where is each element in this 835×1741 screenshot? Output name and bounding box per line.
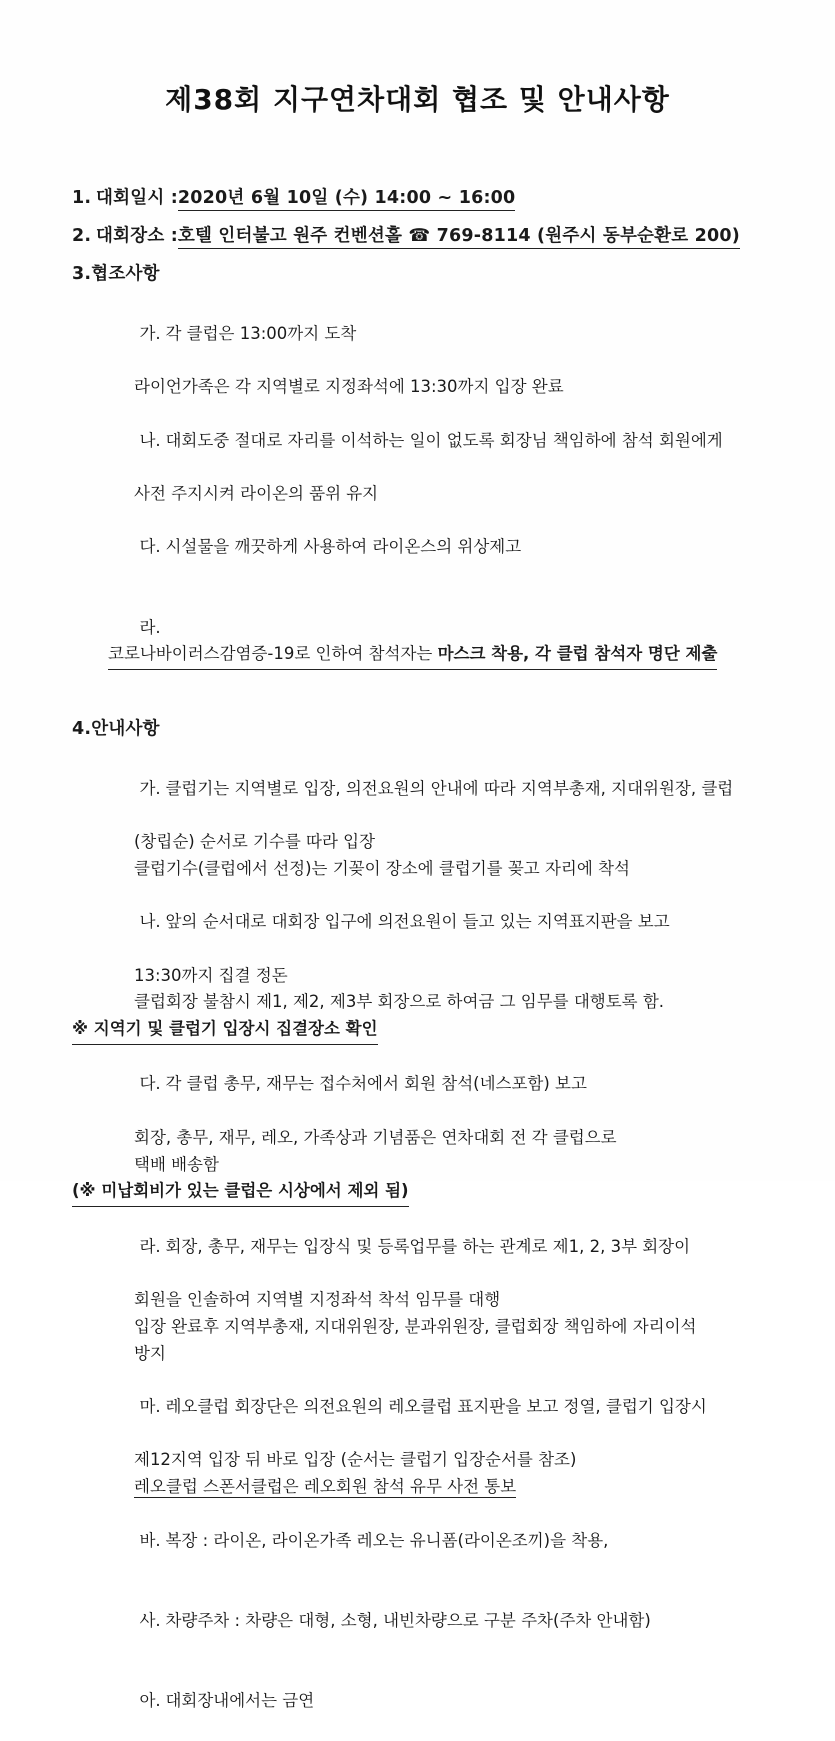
section-4-entry-ma bbox=[108, 1367, 773, 1447]
text-ga-line-1: 각 클럽은 13:00까지 도착 bbox=[165, 323, 357, 343]
item-2-number: 2. bbox=[72, 226, 92, 246]
text-4-sa-line-1: 차량주차 : 차량은 대형, 소형, 내빈차량으로 구분 주차(주차 안내함) bbox=[165, 1610, 651, 1630]
text-4-ra-line-3: 입장 완료후 지역부총재, 지대위원장, 분과위원장, 클럽회장 책임하에 자리이석 bbox=[134, 1316, 697, 1336]
marker-na: 나. bbox=[139, 430, 161, 450]
text-4-ma-line-1: 레오클럽 회장단은 의전요원의 레오클럽 표지판을 보고 정열, 클럽기 입장시 bbox=[165, 1397, 707, 1417]
section-4-entry-ra bbox=[108, 1207, 773, 1287]
section-3-entry-ga-line-2: 라이언가족은 각 지역별로 지정좌석에 13:30까지 입장 완료 bbox=[134, 377, 564, 397]
section-4-entry-da bbox=[108, 1045, 773, 1125]
section-3-entry-da bbox=[108, 508, 773, 588]
marker-4-na: 나. bbox=[139, 912, 161, 932]
note-4-na-wrap bbox=[72, 1016, 773, 1045]
marker-4-ga: 가. bbox=[139, 778, 161, 798]
item-1-value: 2020년 6월 10일 (수) 14:00 ~ 16:00 bbox=[178, 184, 515, 211]
text-4-ra-line-4: 방지 bbox=[134, 1343, 166, 1363]
marker-4-ma: 마. bbox=[139, 1397, 161, 1417]
text-ra-line-1 bbox=[108, 641, 717, 670]
section-4-entry-a bbox=[108, 1661, 773, 1741]
section-4-entry-sa bbox=[108, 1581, 773, 1661]
marker-4-a: 아. bbox=[139, 1690, 161, 1710]
section-3-title: 협조사항 bbox=[91, 264, 160, 284]
text-4-na-line-1: 앞의 순서대로 대회장 입구에 의전요원이 들고 있는 지역표지판을 보고 bbox=[165, 912, 670, 932]
text-ra-emphasis: 마스크 착용, 각 클럽 참석자 명단 제출 bbox=[437, 644, 718, 664]
text-4-ga-line-1: 클럽기는 지역별로 입장, 의전요원의 안내에 따라 지역부총재, 지대위원장, 클럽 bbox=[165, 778, 734, 798]
marker-4-ra: 라. bbox=[139, 1236, 161, 1256]
item-1-label: 대회일시 : bbox=[96, 188, 178, 208]
section-4-entry-na bbox=[108, 882, 773, 962]
note-4-na: ※ 지역기 및 클럽기 입장시 집결장소 확인 bbox=[72, 1016, 378, 1045]
marker-4-da: 다. bbox=[139, 1074, 161, 1094]
text-4-a-line-1: 대회장내에서는 금연 bbox=[165, 1690, 315, 1710]
text-4-ma-line-2: 제12지역 입장 뒤 바로 입장 (순서는 클럽기 입장순서를 참조) bbox=[134, 1450, 577, 1470]
section-3-entry-na-line-2: 사전 주지시켜 라이온의 품위 유지 bbox=[134, 484, 379, 504]
text-na-line-1: 대회도중 절대로 자리를 이석하는 일이 없도록 회장님 책임하에 참석 회원에게 bbox=[165, 430, 723, 450]
document-body bbox=[0, 184, 835, 1741]
text-4-na-line-3: 클럽회장 불참시 제1, 제2, 제3부 회장으로 하여금 그 임무를 대행토록 함. bbox=[134, 992, 665, 1012]
text-ra-plain: 코로나바이러스감염증-19로 인하여 참석자는 bbox=[108, 644, 438, 664]
text-4-na-line-2: 13:30까지 집결 정돈 bbox=[134, 965, 288, 985]
marker-ga: 가. bbox=[139, 323, 161, 343]
text-4-ma-line-3: 레오클럽 스폰서클럽은 레오회원 참석 유무 사전 통보 bbox=[134, 1477, 517, 1497]
marker-ra: 라. bbox=[139, 617, 161, 637]
section-4-number: 4. bbox=[72, 718, 92, 739]
note-4-da: (※ 미납회비가 있는 클럽은 시상에서 제외 됨) bbox=[72, 1178, 409, 1207]
item-1 bbox=[72, 184, 773, 211]
section-4-heading bbox=[72, 715, 773, 740]
note-4-da-wrap bbox=[72, 1178, 773, 1207]
section-4-title: 안내사항 bbox=[91, 718, 160, 739]
text-4-ga-line-2: (창립순) 순서로 기수를 따라 입장 bbox=[134, 831, 376, 851]
section-3-heading bbox=[72, 260, 773, 285]
marker-4-ba: 바. bbox=[139, 1530, 161, 1550]
marker-4-sa: 사. bbox=[139, 1610, 161, 1630]
section-4-entry-ba bbox=[108, 1501, 773, 1581]
marker-da: 다. bbox=[139, 537, 161, 557]
text-4-da-line-3: 택배 배송함 bbox=[134, 1154, 219, 1174]
section-3-number: 3. bbox=[72, 264, 92, 284]
text-4-ga-line-3: 클럽기수(클럽에서 선정)는 기꽂이 장소에 클럽기를 꽂고 자리에 착석 bbox=[134, 858, 630, 878]
text-4-ra-line-1: 회장, 총무, 재무는 입장식 및 등록업무를 하는 관계로 제1, 2, 3부 회장이 bbox=[165, 1236, 691, 1256]
text-4-ba-line-1: 복장 : 라이온, 라이온가족 레오는 유니폼(라이온조끼)을 착용, bbox=[165, 1530, 609, 1550]
text-da-line-1: 시설물을 깨끗하게 사용하여 라이온스의 위상제고 bbox=[165, 537, 522, 557]
text-4-da-line-2: 회장, 총무, 재무, 레오, 가족상과 기념품은 연차대회 전 각 클럽으로 bbox=[134, 1127, 617, 1147]
item-1-number: 1. bbox=[72, 188, 92, 208]
section-3-entry-ga bbox=[108, 294, 773, 374]
item-2 bbox=[72, 222, 773, 249]
item-2-label: 대회장소 : bbox=[96, 226, 178, 246]
page-title: 제38회 지구연차대회 협조 및 안내사항 bbox=[165, 83, 670, 116]
section-3-entry-na bbox=[108, 401, 773, 481]
text-4-ma-line-3-wrap bbox=[134, 1474, 773, 1501]
section-4-entry-ga bbox=[108, 749, 773, 829]
text-4-ra-line-2: 회원을 인솔하여 지역별 지정좌석 착석 임무를 대행 bbox=[134, 1290, 501, 1310]
text-4-da-line-1: 각 클럽 총무, 재무는 접수처에서 회원 참석(네스포함) 보고 bbox=[165, 1074, 587, 1094]
item-2-value: 호텔 인터불고 원주 컨벤션홀 ☎ 769-8114 (원주시 동부순환로 200) bbox=[178, 222, 740, 249]
section-3-entry-ra bbox=[108, 588, 773, 697]
